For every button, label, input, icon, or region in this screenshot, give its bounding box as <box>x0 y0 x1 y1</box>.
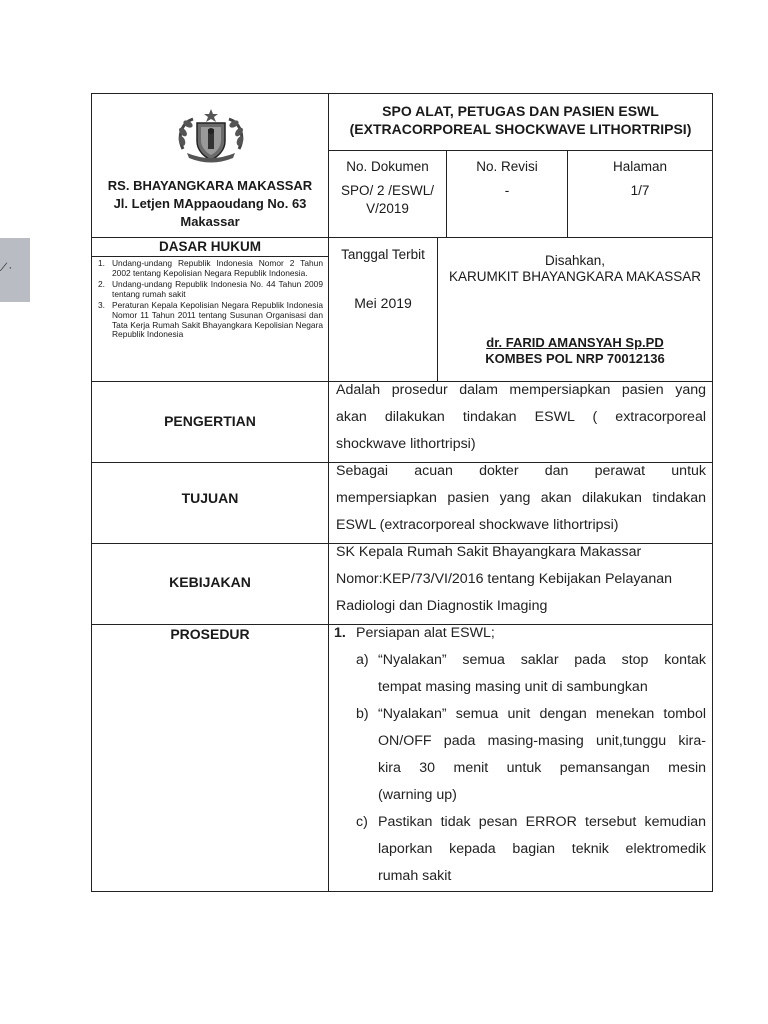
substep-a-line: tempat masing masing unit di sambungkan <box>378 679 648 695</box>
hospital-city: Makassar <box>180 214 240 229</box>
revision-value: - <box>504 183 510 198</box>
list-item: 2. Undang-undang Republik Indonesia No. 44 Tahun 2009 tentang rumah sakit <box>98 279 323 299</box>
signer-rank: KOMBES POL NRP 70012136 <box>485 351 665 366</box>
substep-b-line: “Nyalakan” semua unit dengan menekan tombol <box>378 706 706 722</box>
document-subtitle: (EXTRACORPOREAL SHOCKWAVE LITHORTRIPSI) <box>349 121 692 137</box>
legal-basis-cell <box>91 237 329 382</box>
tujuan-text-line: Sebagai acuan dokter dan perawat untuk <box>336 463 706 479</box>
pengertian-label-cell <box>91 381 329 463</box>
hospital-name: RS. BHAYANGKARA MAKASSAR <box>107 178 313 193</box>
legal-basis-list <box>93 259 323 342</box>
step-title: Persiapan alat ESWL; <box>356 625 495 641</box>
approval-cell <box>437 237 713 382</box>
page-value: 1/7 <box>630 183 650 198</box>
side-tab-glyph: ∕ · <box>3 260 13 274</box>
kebijakan-text-line: SK Kepala Rumah Sakit Bhayangkara Makassar <box>336 544 642 560</box>
kebijakan-text-line: Radiologi dan Diagnostik Imaging <box>336 598 548 614</box>
tujuan-text-line: ESWL (extracorporeal shockwave lithortripsi) <box>336 517 619 533</box>
document-title-cell <box>328 93 713 151</box>
substep-b-line: kira 30 menit untuk pemansangan mesin <box>378 760 706 776</box>
revision-cell <box>446 150 568 238</box>
issue-date-label: Tanggal Terbit <box>341 247 425 262</box>
pengertian-text-line: Adalah prosedur dalam mempersiapkan pasien yang <box>336 382 706 398</box>
substep-c-line: rumah sakit <box>378 868 452 884</box>
revision-label: No. Revisi <box>476 159 538 174</box>
substep-b-line: ON/OFF pada masing-masing unit,tunggu kira- <box>378 733 706 749</box>
step-number: 1. <box>334 625 346 641</box>
substep-marker: b) <box>356 706 369 722</box>
list-item: 1. Undang-undang Republik Indonesia Nomor 2 Tahun 2002 tentang Kepolisian Negara Republik Indonesia. <box>98 258 323 278</box>
substep-b-line: (warning up) <box>378 787 457 803</box>
issue-date-cell <box>328 237 438 382</box>
side-page-tab <box>0 238 30 302</box>
tujuan-label-cell <box>91 462 329 544</box>
substep-marker: c) <box>356 814 368 830</box>
doc-number-value-cont: V/2019 <box>366 201 409 216</box>
kebijakan-label: KEBIJAKAN <box>169 574 251 590</box>
page-cell <box>567 150 713 238</box>
header-logo-cell <box>91 93 329 238</box>
doc-number-cell <box>328 150 447 238</box>
substep-c-line: laporkan kepada bagian teknik elektromedik <box>378 841 706 857</box>
prosedur-content-cell <box>328 624 713 892</box>
hospital-address: Jl. Letjen MAppaoudang No. 63 <box>113 196 307 211</box>
substep-c-line: Pastikan tidak pesan ERROR tersebut kemudian <box>378 814 706 830</box>
pengertian-content-cell <box>328 381 713 463</box>
kebijakan-label-cell <box>91 543 329 625</box>
pengertian-text-line: akan dilakukan tindakan ESWL ( extracorporeal <box>336 409 706 425</box>
document-title: SPO ALAT, PETUGAS DAN PASIEN ESWL <box>382 103 659 119</box>
legal-basis-title: DASAR HUKUM <box>159 239 261 254</box>
prosedur-label: PROSEDUR <box>170 626 250 642</box>
doc-number-label: No. Dokumen <box>346 159 429 174</box>
approval-title: KARUMKIT BHAYANGKARA MAKASSAR <box>448 269 702 284</box>
approval-label: Disahkan, <box>544 253 606 268</box>
tujuan-label: TUJUAN <box>181 490 239 506</box>
issue-date-value: Mei 2019 <box>354 295 412 311</box>
substep-marker: a) <box>356 652 369 668</box>
kebijakan-text-line: Nomor:KEP/73/VI/2016 tentang Kebijakan Pelayanan <box>336 571 672 587</box>
substep-a-line: “Nyalakan” semua saklar pada stop kontak <box>378 652 706 668</box>
pengertian-text-line: shockwave lithortripsi) <box>336 436 476 452</box>
tujuan-text-line: mempersiapkan pasien yang akan dilakukan tindakan <box>336 490 706 506</box>
police-emblem-icon <box>173 107 249 163</box>
list-item: 3. Peraturan Kepala Kepolisian Negara Republik Indonesia Nomor 11 Tahun 2011 tentang Susunan Organisasi dan Tata Kerja Rumah Sakit Bhayangkara Kepolisian Negara Republik Indonesia <box>98 300 323 340</box>
tujuan-content-cell <box>328 462 713 544</box>
kebijakan-content-cell <box>328 543 713 625</box>
doc-number-value: SPO/ 2 /ESWL/ <box>340 183 435 198</box>
pengertian-label: PENGERTIAN <box>164 413 256 429</box>
page-label: Halaman <box>612 159 668 174</box>
signer-name: dr. FARID AMANSYAH Sp.PD <box>486 335 664 350</box>
prosedur-label-cell <box>91 624 329 892</box>
